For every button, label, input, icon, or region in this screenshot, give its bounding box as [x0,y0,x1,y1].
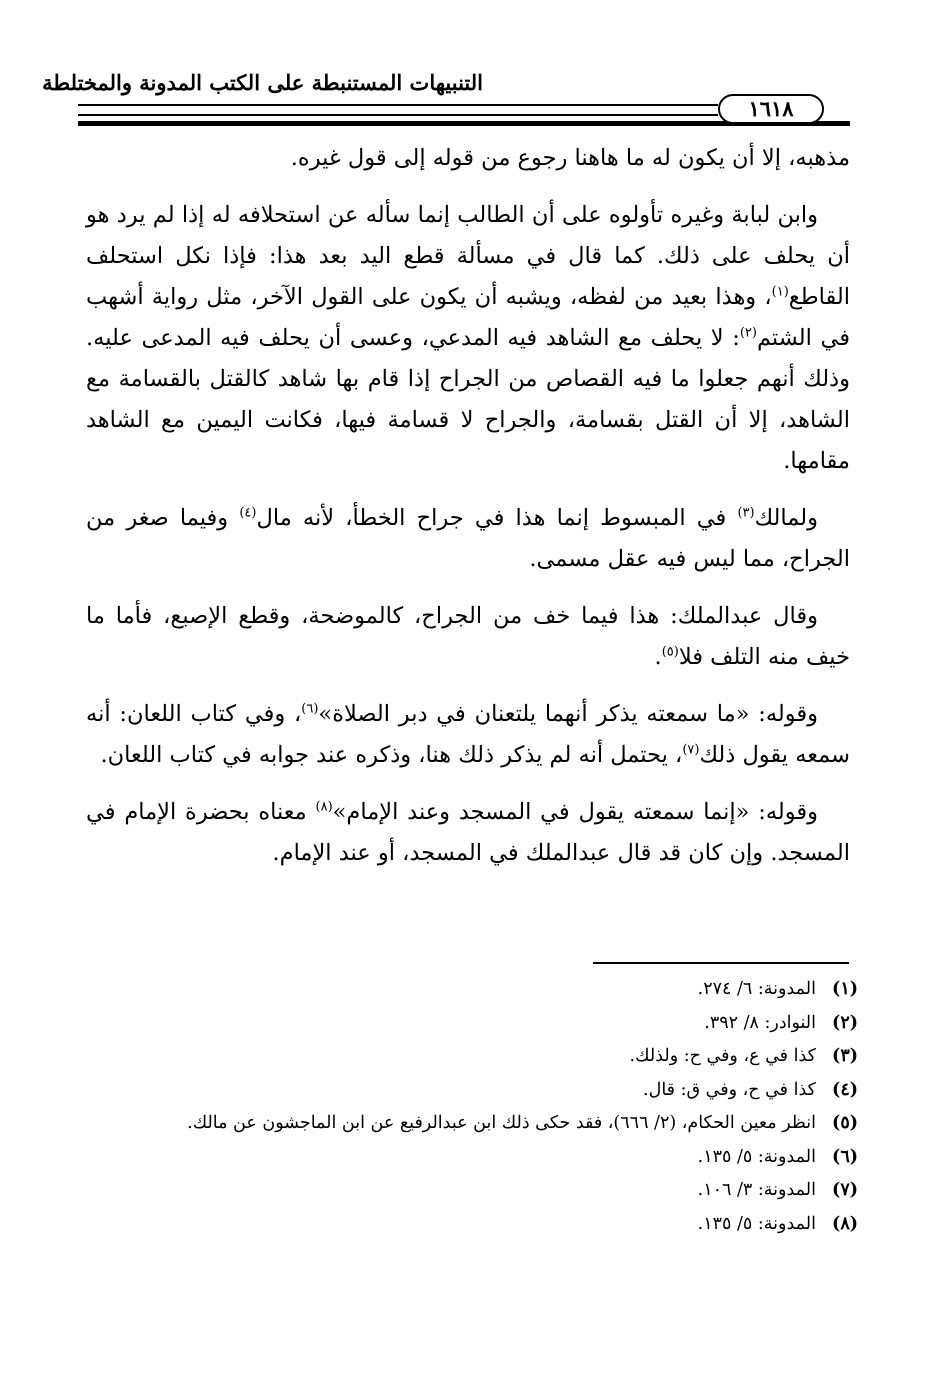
footnotes-list [86,973,858,1241]
paragraph-text: . [654,644,662,670]
footnote-item [86,1007,858,1041]
footnote-number: (٣) [832,1046,858,1066]
page-number: ١٦١٨ [718,94,824,124]
footnote-ref[interactable]: (٧) [682,742,700,758]
paragraph-text: ، وهذا بعيد من لفظه، ويشبه أن يكون على القول الآخر، مثل رواية أشهب في الشتم [86,284,851,351]
paragraph [86,792,850,874]
paragraph [86,138,850,179]
paragraph-text: ولمالك [754,505,818,531]
footnote-number: (٢) [832,1012,858,1033]
header-rule-middle [78,114,718,116]
paragraph-text: ، يحتمل أنه لم يذكر ذلك هنا، وذكره عند جوابه في كتاب اللعان. [100,742,683,768]
footnote-item [86,1074,858,1108]
footnote-ref[interactable]: (٤) [239,505,257,521]
footnote-number: (٧) [832,1180,858,1200]
footnote-ref[interactable]: (٨) [315,799,333,815]
paragraph-text: ، وفي كتاب اللعان: أنه سمعه يقول ذلك [86,701,850,768]
paragraph-text: وقوله: «ما سمعته يذكر أنهما يلتعنان في دبر الصلاة» [318,701,818,727]
footnote-item [86,1040,858,1074]
running-title: التنبيهات المستنبطة على الكتب المدونة والمختلطة [42,70,483,95]
footnote-text: كذا في ع، وفي ح: ولذلك. [629,1046,816,1066]
footnote-text: انظر معين الحكام، (٢/ ٦٦٦)، فقد حكى ذلك ابن عبدالرفيع عن ابن الماجشون عن مالك. [187,1113,816,1133]
paragraph [86,498,850,580]
paragraph-text: في المبسوط إنما هذا في جراح الخطأ، لأنه مال [256,505,738,531]
paragraph [86,596,850,678]
header-rule-top [78,104,718,106]
paragraph [86,195,850,482]
footnote-number: (٥) [832,1113,858,1133]
paragraph-text: وقوله: «إنما سمعته يقول في المسجد وعند الإمام» [332,799,818,825]
footnote-separator [593,962,849,964]
footnote-item [86,1208,858,1242]
footnote-ref[interactable]: (٣) [737,505,755,521]
footnote-ref[interactable]: (١) [771,284,789,300]
footnote-text: كذا في ح، وفي ق: قال. [643,1079,816,1100]
footnote-number: (١) [832,979,858,999]
paragraph-text: وقال عبدالملك: هذا فيما خف من الجراح، كالموضحة، وقطع الإصبع، فأما ما خيف منه التلف فلا [86,603,850,670]
body-text [86,138,850,890]
footnote-number: (٦) [832,1146,858,1167]
footnote-text: المدونة: ٥/ ١٣٥. [697,1213,816,1234]
footnote-text: المدونة: ٣/ ١٠٦. [697,1180,816,1200]
paragraph-text: مذهبه، إلا أن يكون له ما هاهنا رجوع من قوله إلى قول غيره. [290,145,850,171]
footnote-text: النوادر: ٨/ ٣٩٢. [704,1012,816,1033]
footnote-item [86,1141,858,1175]
paragraph-text: وابن لبابة وغيره تأولوه على أن الطالب إنما سأله عن استحلافه له إذا لم يرد هو أن يحلف على ذلك. كما قال في مسألة قطع اليد بعد هذا: فإذا نكل استحلف القاطع [86,202,850,310]
footnote-item [86,1174,858,1208]
paragraph-text: : لا يحلف مع الشاهد فيه المدعي، وعسى أن يحلف فيه المدعى عليه. وذلك أنهم جعلوا ما فيه القصاص من الجراح إذا قام بها شاهد كالقتل بالقسامة مع الشاهد، إلا أن القتل بقسامة، والجراح لا قسامة فيها، فكانت اليمين مع الشاهد مقامها. [86,325,850,474]
footnote-number: (٨) [832,1213,858,1234]
footnote-ref[interactable]: (٢) [739,325,757,341]
footnote-item [86,1107,858,1141]
paragraph-text: وفيما صغر من الجراح، مما ليس فيه عقل مسمى. [86,505,850,572]
footnote-text: المدونة: ٥/ ١٣٥. [697,1146,816,1167]
paragraph [86,694,850,776]
footnote-item [86,973,858,1007]
paragraph-text: معناه بحضرة الإمام في المسجد. وإن كان قد قال عبدالملك في المسجد، أو عند الإمام. [86,799,850,866]
footnote-number: (٤) [832,1079,858,1100]
footnote-text: المدونة: ٦/ ٢٧٤. [697,979,816,999]
footnote-ref[interactable]: (٥) [661,644,679,660]
footnote-ref[interactable]: (٦) [301,701,319,717]
